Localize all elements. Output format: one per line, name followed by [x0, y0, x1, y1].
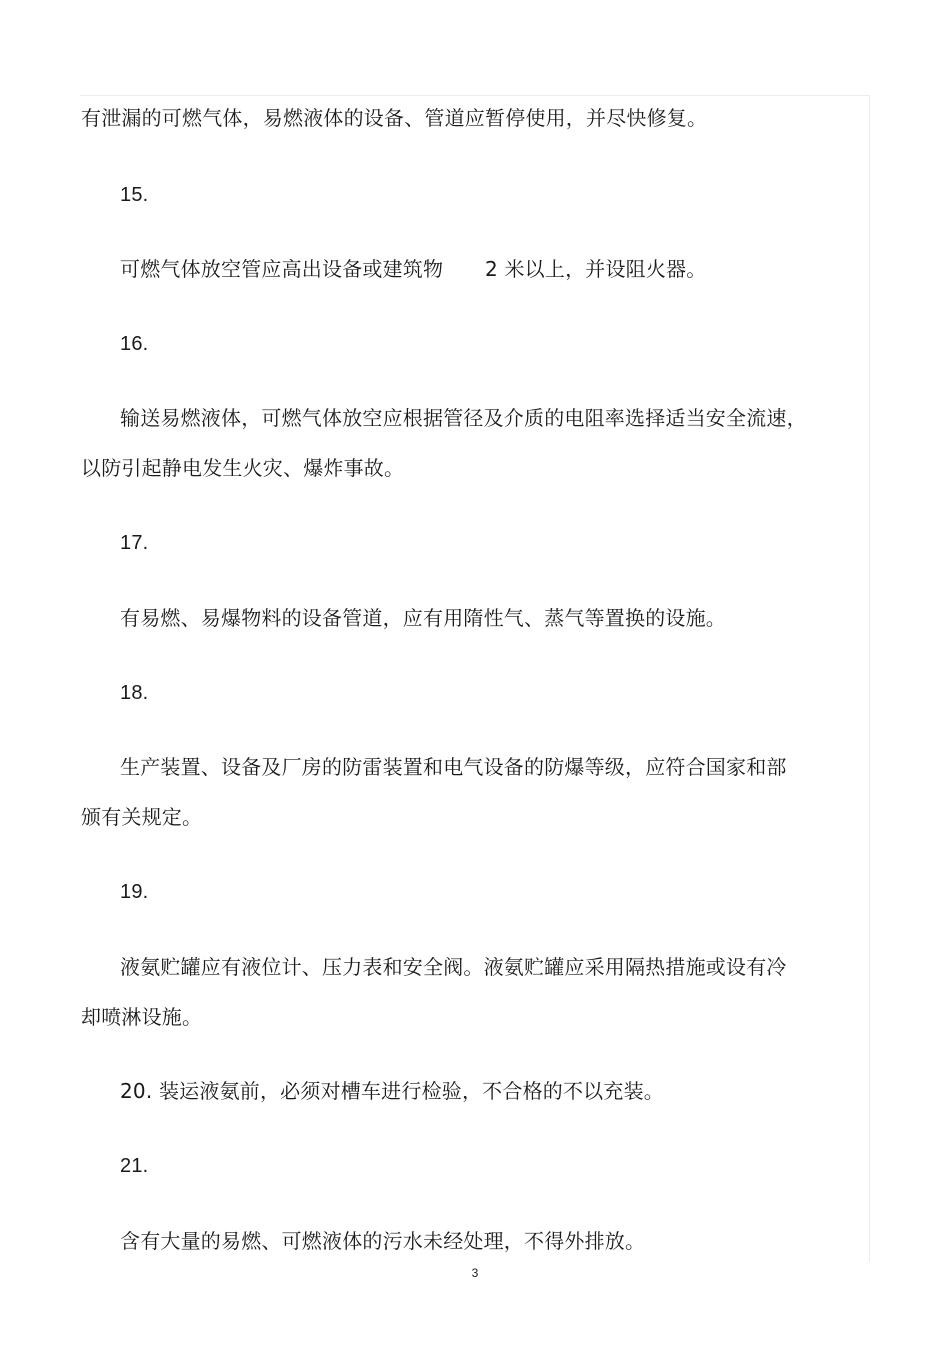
paragraph-17: 有易燃、易爆物料的设备管道，应有用隋性气、蒸气等置换的设施。	[120, 606, 726, 630]
paragraph-19-line2: 却喷淋设施。	[81, 1005, 203, 1029]
paragraph-line: 有泄漏的可燃气体，易燃液体的设备、管道应暂停使用，并尽快修复。	[81, 106, 708, 130]
page-border-right	[869, 95, 870, 1262]
item-number-19: 19.	[120, 881, 149, 903]
paragraph-18-line1: 生产装置、设备及厂房的防雷装置和电气设备的防爆等级，应符合国家和部	[120, 755, 787, 779]
paragraph-16-line1: 输送易燃液体，可燃气体放空应根据管径及介质的电阻率选择适当安全流速，	[120, 406, 807, 430]
paragraph-21: 含有大量的易燃、可燃液体的污水未经处理，不得外排放。	[120, 1229, 646, 1253]
item-number-21: 21.	[120, 1155, 149, 1177]
page-border-top	[80, 95, 870, 96]
item-number-15: 15.	[120, 184, 149, 206]
item-number-17: 17.	[120, 532, 149, 554]
paragraph-15-part1: 可燃气体放空管应高出设备或建筑物	[120, 257, 444, 281]
item-number-16: 16.	[120, 333, 149, 355]
item-number-18: 18.	[120, 682, 149, 704]
paragraph-15-part2: 2 米以上，并设阻火器。	[485, 257, 707, 281]
paragraph-16-line2: 以防引起静电发生火灾、爆炸事故。	[81, 456, 405, 480]
page-number: 3	[471, 1266, 479, 1280]
paragraph-19-line1: 液氨贮罐应有液位计、压力表和安全阀。液氨贮罐应采用隔热措施或设有冷	[120, 955, 787, 979]
paragraph-20: 20. 装运液氨前，必须对槽车进行检验，不合格的不以充装。	[120, 1079, 664, 1103]
paragraph-18-line2: 颁有关规定。	[81, 805, 203, 829]
